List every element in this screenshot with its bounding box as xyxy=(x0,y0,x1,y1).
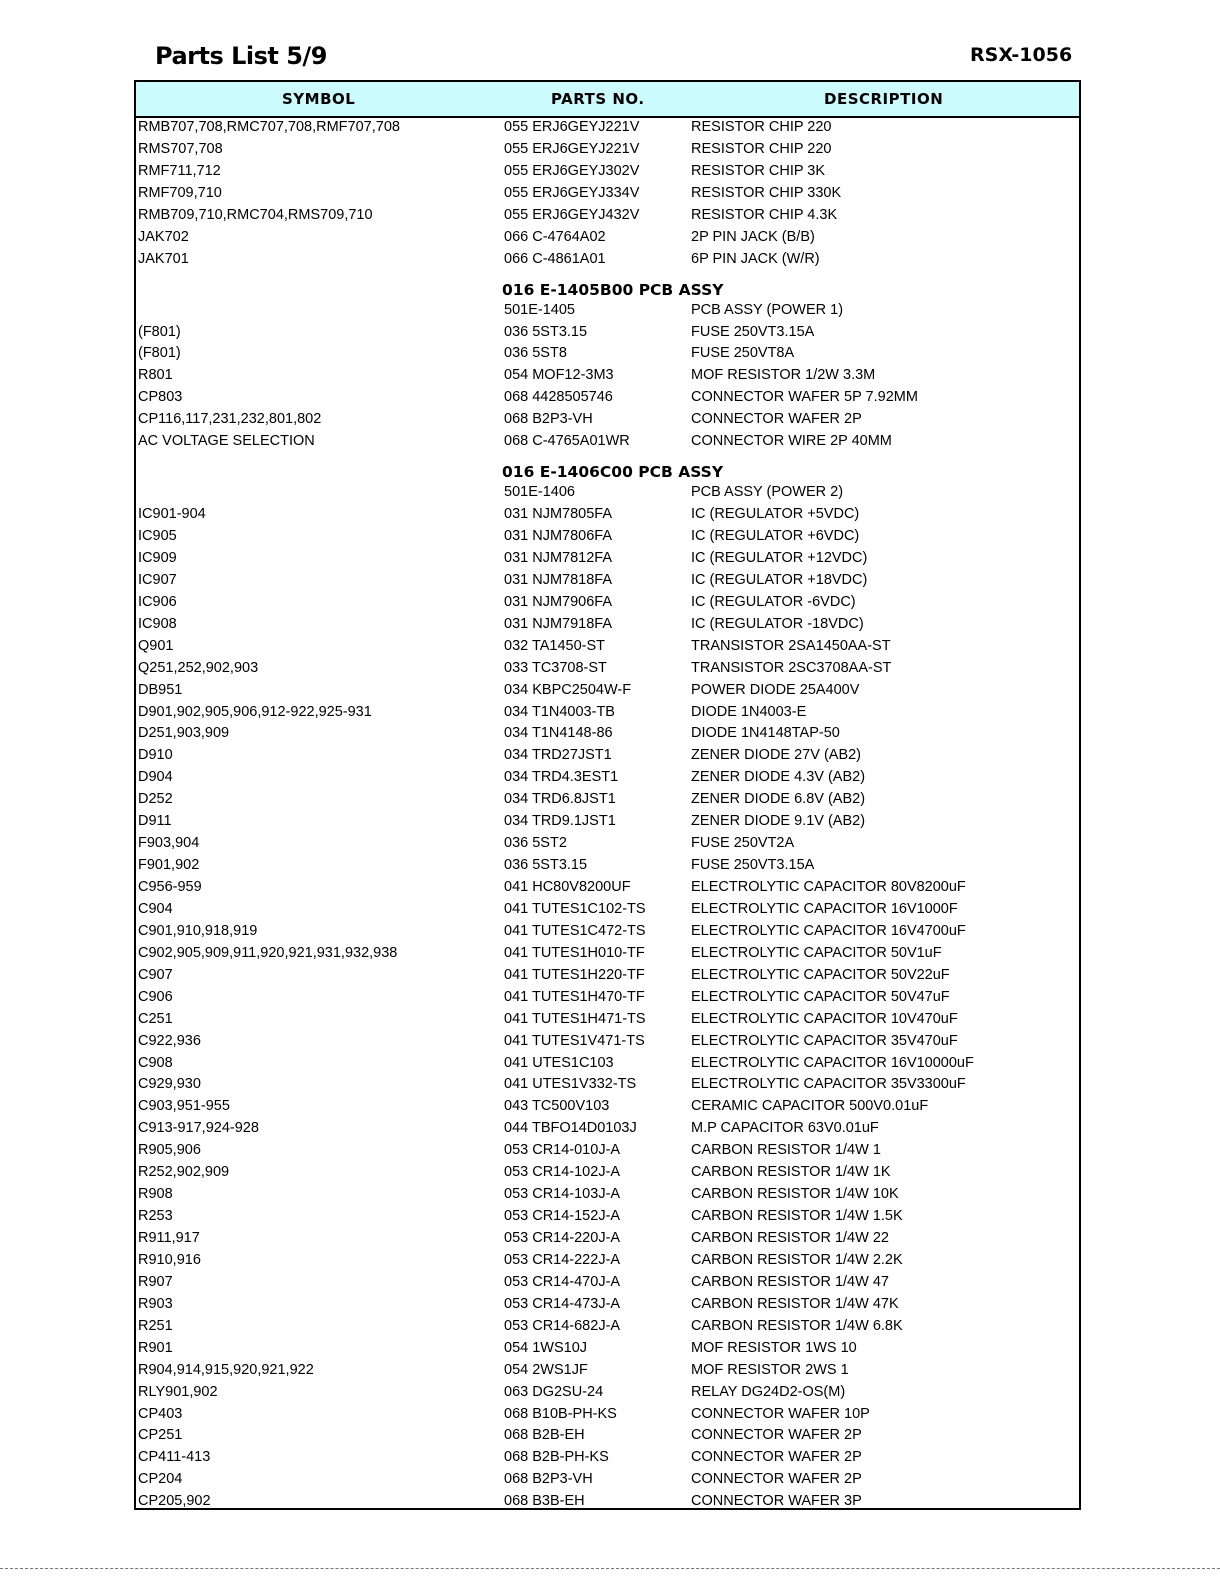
description-cell: IC (REGULATOR +5VDC) xyxy=(691,506,860,523)
table-row xyxy=(136,1272,1079,1294)
table-row xyxy=(136,1228,1079,1250)
symbol-cell: CP411-413 xyxy=(138,1449,211,1466)
description-cell: ELECTROLYTIC CAPACITOR 80V8200uF xyxy=(691,879,966,895)
symbol-cell: D251,903,909 xyxy=(138,725,230,742)
symbol-cell: R905,906 xyxy=(138,1142,201,1159)
description-cell: CONNECTOR WAFER 5P 7.92MM xyxy=(691,389,918,406)
symbol-cell: R907 xyxy=(138,1273,173,1290)
description-cell: M.P CAPACITOR 63V0.01uF xyxy=(691,1120,879,1137)
table-row xyxy=(136,987,1079,1009)
symbol-cell: F901,902 xyxy=(138,857,200,874)
group-title: 016 E-1406C00 PCB ASSY xyxy=(502,463,724,482)
parts-table xyxy=(134,80,1081,1510)
parts-no-cell: 041 TUTES1H220-TF xyxy=(504,966,645,983)
parts-no-cell: 054 MOF12-3M3 xyxy=(504,367,614,384)
group-title: 016 E-1405B00 PCB ASSY xyxy=(502,280,724,299)
table-row xyxy=(136,548,1079,570)
parts-no-cell: 055 ERJ6GEYJ221V xyxy=(504,119,640,135)
parts-no-cell: 034 T1N4148-86 xyxy=(504,725,613,742)
symbol-cell: D252 xyxy=(138,791,173,808)
symbol-cell: IC901-904 xyxy=(138,506,206,523)
symbol-cell: D911 xyxy=(138,813,172,830)
parts-no-cell: 053 CR14-222J-A xyxy=(504,1251,621,1268)
description-cell: FUSE 250VT2A xyxy=(691,835,795,852)
symbol-cell: IC906 xyxy=(138,593,177,610)
header-parts-no: PARTS NO. xyxy=(551,90,645,108)
description-cell: POWER DIODE 25A400V xyxy=(691,681,860,698)
table-row xyxy=(136,1491,1079,1513)
description-cell: CARBON RESISTOR 1/4W 1K xyxy=(691,1164,891,1181)
description-cell: ZENER DIODE 4.3V (AB2) xyxy=(691,769,866,786)
symbol-cell: C902,905,909,911,920,921,931,932,938 xyxy=(138,944,398,961)
description-cell: CERAMIC CAPACITOR 500V0.01uF xyxy=(691,1098,929,1115)
symbol-cell: RLY901,902 xyxy=(138,1383,218,1400)
symbol-cell: R252,902,909 xyxy=(138,1164,230,1181)
table-row xyxy=(136,592,1079,614)
symbol-cell: C956-959 xyxy=(138,879,202,895)
symbol-cell: RMF711,712 xyxy=(138,162,221,179)
parts-no-cell: 053 CR14-010J-A xyxy=(504,1142,621,1159)
parts-no-cell: 041 TUTES1H010-TF xyxy=(504,944,645,961)
parts-no-cell: 031 NJM7906FA xyxy=(504,593,613,610)
description-cell: PCB ASSY (POWER 1) xyxy=(691,301,844,318)
description-cell: 2P PIN JACK (B/B) xyxy=(691,228,815,245)
symbol-cell: R801 xyxy=(138,367,173,384)
parts-no-cell: 068 C-4765A01WR xyxy=(504,433,630,450)
table-row xyxy=(136,965,1079,987)
table-row xyxy=(136,139,1079,161)
table-row xyxy=(136,205,1079,227)
description-cell: DIODE 1N4003-E xyxy=(691,703,807,720)
parts-no-cell: 034 TRD27JST1 xyxy=(504,747,612,764)
parts-no-cell: 041 TUTES1H470-TF xyxy=(504,988,645,1005)
table-row xyxy=(136,680,1079,702)
parts-no-cell: 053 CR14-220J-A xyxy=(504,1230,621,1246)
description-cell: TRANSISTOR 2SC3708AA-ST xyxy=(691,659,892,676)
table-row xyxy=(136,614,1079,636)
table-row xyxy=(136,482,1079,504)
description-cell: ELECTROLYTIC CAPACITOR 16V10000uF xyxy=(691,1054,974,1071)
table-row xyxy=(136,745,1079,767)
table-row xyxy=(136,899,1079,921)
table-row xyxy=(136,1294,1079,1316)
table-header xyxy=(136,82,1079,118)
parts-no-cell: 055 ERJ6GEYJ221V xyxy=(504,140,640,157)
symbol-cell: C903,951-955 xyxy=(138,1098,230,1115)
symbol-cell: JAK701 xyxy=(138,250,189,267)
symbol-cell: R901 xyxy=(138,1339,173,1356)
table-row xyxy=(136,526,1079,548)
description-cell: CARBON RESISTOR 1/4W 22 xyxy=(691,1230,889,1246)
symbol-cell: R251 xyxy=(138,1317,173,1334)
description-cell: CONNECTOR WAFER 2P xyxy=(691,411,862,428)
description-cell: ELECTROLYTIC CAPACITOR 50V1uF xyxy=(691,944,942,961)
parts-no-cell: 031 NJM7918FA xyxy=(504,615,613,632)
parts-no-cell: 068 B10B-PH-KS xyxy=(504,1405,617,1422)
parts-no-cell: 036 5ST2 xyxy=(504,835,567,852)
table-row xyxy=(136,1031,1079,1053)
description-cell: ELECTROLYTIC CAPACITOR 35V3300uF xyxy=(691,1076,966,1093)
symbol-cell: JAK702 xyxy=(138,228,189,245)
table-row xyxy=(136,1206,1079,1228)
page-title: Parts List 5/9 xyxy=(155,42,327,70)
group-header-row xyxy=(136,271,1079,300)
table-row xyxy=(136,658,1079,680)
parts-no-cell: 066 C-4861A01 xyxy=(504,250,606,267)
parts-no-cell: 055 ERJ6GEYJ334V xyxy=(504,184,640,201)
symbol-cell: RMF709,710 xyxy=(138,184,222,201)
parts-no-cell: 501E-1405 xyxy=(504,301,575,318)
table-row xyxy=(136,789,1079,811)
table-row xyxy=(136,921,1079,943)
parts-no-cell: 053 CR14-102J-A xyxy=(504,1164,621,1181)
table-row xyxy=(136,1447,1079,1469)
symbol-cell: IC905 xyxy=(138,528,177,544)
symbol-cell: R904,914,915,920,921,922 xyxy=(138,1361,314,1378)
header-symbol: SYMBOL xyxy=(282,90,356,108)
table-row xyxy=(136,1140,1079,1162)
parts-no-cell: 053 CR14-103J-A xyxy=(504,1186,621,1203)
symbol-cell: C908 xyxy=(138,1054,173,1071)
description-cell: RELAY DG24D2-OS(M) xyxy=(691,1383,846,1400)
table-row xyxy=(136,943,1079,965)
description-cell: FUSE 250VT8A xyxy=(691,345,795,362)
table-row xyxy=(136,1009,1079,1031)
parts-no-cell: 041 TUTES1H471-TS xyxy=(504,1010,646,1027)
parts-no-cell: 044 TBFO14D0103J xyxy=(504,1120,637,1137)
parts-no-cell: 053 CR14-152J-A xyxy=(504,1208,621,1225)
parts-no-cell: 068 B3B-EH xyxy=(504,1493,585,1510)
table-row xyxy=(136,1250,1079,1272)
parts-no-cell: 068 B2P3-VH xyxy=(504,1471,593,1488)
description-cell: ELECTROLYTIC CAPACITOR 50V47uF xyxy=(691,988,950,1005)
symbol-cell: R910,916 xyxy=(138,1251,201,1268)
description-cell: IC (REGULATOR -18VDC) xyxy=(691,615,864,632)
parts-no-cell: 034 T1N4003-TB xyxy=(504,703,615,720)
table-row xyxy=(136,1338,1079,1360)
symbol-cell: C251 xyxy=(138,1010,173,1027)
parts-no-cell: 053 CR14-470J-A xyxy=(504,1273,621,1290)
description-cell: ZENER DIODE 9.1V (AB2) xyxy=(691,813,866,830)
model-number: RSX-1056 xyxy=(970,44,1073,66)
table-row xyxy=(136,1162,1079,1184)
symbol-cell: R911,917 xyxy=(138,1230,200,1246)
description-cell: CONNECTOR WAFER 3P xyxy=(691,1493,862,1510)
parts-no-cell: 031 NJM7812FA xyxy=(504,549,613,566)
description-cell: CARBON RESISTOR 1/4W 2.2K xyxy=(691,1251,903,1268)
parts-no-cell: 054 1WS10J xyxy=(504,1339,588,1356)
parts-no-cell: 034 TRD4.3EST1 xyxy=(504,769,619,786)
header-description: DESCRIPTION xyxy=(824,90,944,108)
symbol-cell: R253 xyxy=(138,1208,173,1225)
table-row xyxy=(136,365,1079,387)
table-row xyxy=(136,343,1079,365)
description-cell: IC (REGULATOR +18VDC) xyxy=(691,571,868,588)
symbol-cell: RMS707,708 xyxy=(138,140,223,157)
symbol-cell: CP116,117,231,232,801,802 xyxy=(138,411,322,428)
description-cell: RESISTOR CHIP 330K xyxy=(691,184,842,201)
table-row xyxy=(136,1316,1079,1338)
parts-no-cell: 063 DG2SU-24 xyxy=(504,1383,604,1400)
description-cell: CARBON RESISTOR 1/4W 47K xyxy=(691,1295,899,1312)
table-row xyxy=(136,431,1079,453)
parts-no-cell: 036 5ST3.15 xyxy=(504,857,588,874)
table-row xyxy=(136,504,1079,526)
table-row xyxy=(136,1382,1079,1404)
description-cell: CARBON RESISTOR 1/4W 10K xyxy=(691,1186,899,1203)
page-bottom-rule xyxy=(0,1568,1220,1569)
symbol-cell: IC909 xyxy=(138,549,177,566)
symbol-cell: C901,910,918,919 xyxy=(138,922,258,939)
parts-no-cell: 032 TA1450-ST xyxy=(504,637,606,654)
table-row xyxy=(136,1118,1079,1140)
description-cell: CONNECTOR WAFER 2P xyxy=(691,1449,862,1466)
symbol-cell: Q901 xyxy=(138,637,174,654)
symbol-cell: C906 xyxy=(138,988,173,1005)
description-cell: CONNECTOR WAFER 2P xyxy=(691,1427,862,1444)
parts-no-cell: 031 NJM7805FA xyxy=(504,506,613,523)
symbol-cell: C904 xyxy=(138,900,173,917)
symbol-cell: IC908 xyxy=(138,615,177,632)
description-cell: PCB ASSY (POWER 2) xyxy=(691,484,844,501)
description-cell: CARBON RESISTOR 1/4W 1 xyxy=(691,1142,881,1159)
description-cell: RESISTOR CHIP 3K xyxy=(691,162,826,179)
symbol-cell: C913-917,924-928 xyxy=(138,1120,259,1137)
parts-no-cell: 036 5ST3.15 xyxy=(504,323,588,340)
table-row xyxy=(136,1425,1079,1447)
parts-no-cell: 041 TUTES1C472-TS xyxy=(504,922,646,939)
parts-no-cell: 031 NJM7818FA xyxy=(504,571,613,588)
table-row xyxy=(136,767,1079,789)
table-row xyxy=(136,570,1079,592)
symbol-cell: CP403 xyxy=(138,1405,183,1422)
table-row xyxy=(136,322,1079,344)
parts-no-cell: 041 UTES1C103 xyxy=(504,1054,614,1071)
symbol-cell: D910 xyxy=(138,747,173,764)
description-cell: RESISTOR CHIP 220 xyxy=(691,119,832,135)
description-cell: MOF RESISTOR 1/2W 3.3M xyxy=(691,367,876,384)
parts-no-cell: 036 5ST8 xyxy=(504,345,567,362)
description-cell: CONNECTOR WAFER 2P xyxy=(691,1471,862,1488)
description-cell: CARBON RESISTOR 1/4W 6.8K xyxy=(691,1317,903,1334)
table-row xyxy=(136,1096,1079,1118)
description-cell: RESISTOR CHIP 220 xyxy=(691,140,832,157)
parts-no-cell: 055 ERJ6GEYJ432V xyxy=(504,206,640,223)
symbol-cell: D904 xyxy=(138,769,173,786)
description-cell: CONNECTOR WAFER 10P xyxy=(691,1405,870,1422)
table-row xyxy=(136,1404,1079,1426)
parts-no-cell: 068 B2B-PH-KS xyxy=(504,1449,609,1466)
symbol-cell: CP251 xyxy=(138,1427,183,1444)
table-row xyxy=(136,702,1079,724)
table-row xyxy=(136,636,1079,658)
symbol-cell: IC907 xyxy=(138,571,177,588)
table-row xyxy=(136,300,1079,322)
table-row xyxy=(136,387,1079,409)
parts-no-cell: 034 TRD9.1JST1 xyxy=(504,813,616,830)
table-row xyxy=(136,811,1079,833)
description-cell: ZENER DIODE 27V (AB2) xyxy=(691,747,862,764)
parts-no-cell: 053 CR14-682J-A xyxy=(504,1317,621,1334)
table-row xyxy=(136,1184,1079,1206)
table-row xyxy=(136,161,1079,183)
symbol-cell: F903,904 xyxy=(138,835,200,852)
table-row xyxy=(136,1053,1079,1075)
description-cell: IC (REGULATOR -6VDC) xyxy=(691,593,856,610)
description-cell: ELECTROLYTIC CAPACITOR 50V22uF xyxy=(691,966,950,983)
symbol-cell: D901,902,905,906,912-922,925-931 xyxy=(138,703,372,720)
description-cell: CARBON RESISTOR 1/4W 1.5K xyxy=(691,1208,903,1225)
symbol-cell: RMB707,708,RMC707,708,RMF707,708 xyxy=(138,119,400,135)
symbol-cell: (F801) xyxy=(138,323,181,340)
description-cell: ELECTROLYTIC CAPACITOR 35V470uF xyxy=(691,1032,958,1049)
parts-no-cell: 054 2WS1JF xyxy=(504,1361,588,1378)
parts-no-cell: 066 C-4764A02 xyxy=(504,228,606,245)
parts-no-cell: 055 ERJ6GEYJ302V xyxy=(504,162,640,179)
symbol-cell: R903 xyxy=(138,1295,173,1312)
description-cell: ZENER DIODE 6.8V (AB2) xyxy=(691,791,866,808)
table-row xyxy=(136,1469,1079,1491)
symbol-cell: C907 xyxy=(138,966,173,983)
parts-no-cell: 034 TRD6.8JST1 xyxy=(504,791,616,808)
table-row xyxy=(136,1360,1079,1382)
description-cell: IC (REGULATOR +6VDC) xyxy=(691,528,860,544)
parts-no-cell: 034 KBPC2504W-F xyxy=(504,681,632,698)
table-row xyxy=(136,833,1079,855)
description-cell: IC (REGULATOR +12VDC) xyxy=(691,549,868,566)
table-row xyxy=(136,723,1079,745)
parts-no-cell: 068 B2P3-VH xyxy=(504,411,593,428)
description-cell: ELECTROLYTIC CAPACITOR 16V4700uF xyxy=(691,922,966,939)
symbol-cell: AC VOLTAGE SELECTION xyxy=(138,433,315,450)
parts-no-cell: 068 4428505746 xyxy=(504,389,613,406)
description-cell: ELECTROLYTIC CAPACITOR 10V470uF xyxy=(691,1010,958,1027)
description-cell: MOF RESISTOR 1WS 10 xyxy=(691,1339,857,1356)
parts-no-cell: 043 TC500V103 xyxy=(504,1098,610,1115)
table-row xyxy=(136,117,1079,139)
symbol-cell: (F801) xyxy=(138,345,181,362)
description-cell: ELECTROLYTIC CAPACITOR 16V1000F xyxy=(691,900,958,917)
description-cell: TRANSISTOR 2SA1450AA-ST xyxy=(691,637,891,654)
parts-no-cell: 041 TUTES1V471-TS xyxy=(504,1032,645,1049)
table-row xyxy=(136,1074,1079,1096)
parts-no-cell: 033 TC3708-ST xyxy=(504,659,607,676)
table-row xyxy=(136,249,1079,271)
description-cell: DIODE 1N4148TAP-50 xyxy=(691,725,840,742)
table-row xyxy=(136,227,1079,249)
table-row xyxy=(136,409,1079,431)
description-cell: CARBON RESISTOR 1/4W 47 xyxy=(691,1273,889,1290)
table-row xyxy=(136,855,1079,877)
table-row xyxy=(136,183,1079,205)
symbol-cell: CP205,902 xyxy=(138,1493,211,1510)
group-header-row xyxy=(136,453,1079,482)
parts-no-cell: 501E-1406 xyxy=(504,484,575,501)
description-cell: MOF RESISTOR 2WS 1 xyxy=(691,1361,849,1378)
symbol-cell: RMB709,710,RMC704,RMS709,710 xyxy=(138,206,373,223)
parts-no-cell: 031 NJM7806FA xyxy=(504,528,613,544)
parts-no-cell: 041 UTES1V332-TS xyxy=(504,1076,637,1093)
symbol-cell: CP803 xyxy=(138,389,183,406)
symbol-cell: Q251,252,902,903 xyxy=(138,659,259,676)
table-body xyxy=(136,117,1079,1513)
symbol-cell: R908 xyxy=(138,1186,173,1203)
description-cell: FUSE 250VT3.15A xyxy=(691,857,815,874)
parts-no-cell: 041 TUTES1C102-TS xyxy=(504,900,646,917)
parts-no-cell: 068 B2B-EH xyxy=(504,1427,585,1444)
symbol-cell: CP204 xyxy=(138,1471,183,1488)
table-row xyxy=(136,877,1079,899)
parts-no-cell: 041 HC80V8200UF xyxy=(504,879,631,895)
symbol-cell: DB951 xyxy=(138,681,183,698)
description-cell: RESISTOR CHIP 4.3K xyxy=(691,206,838,223)
description-cell: FUSE 250VT3.15A xyxy=(691,323,815,340)
description-cell: 6P PIN JACK (W/R) xyxy=(691,250,820,267)
symbol-cell: C929,930 xyxy=(138,1076,201,1093)
parts-no-cell: 053 CR14-473J-A xyxy=(504,1295,621,1312)
symbol-cell: C922,936 xyxy=(138,1032,201,1049)
description-cell: CONNECTOR WIRE 2P 40MM xyxy=(691,433,892,450)
